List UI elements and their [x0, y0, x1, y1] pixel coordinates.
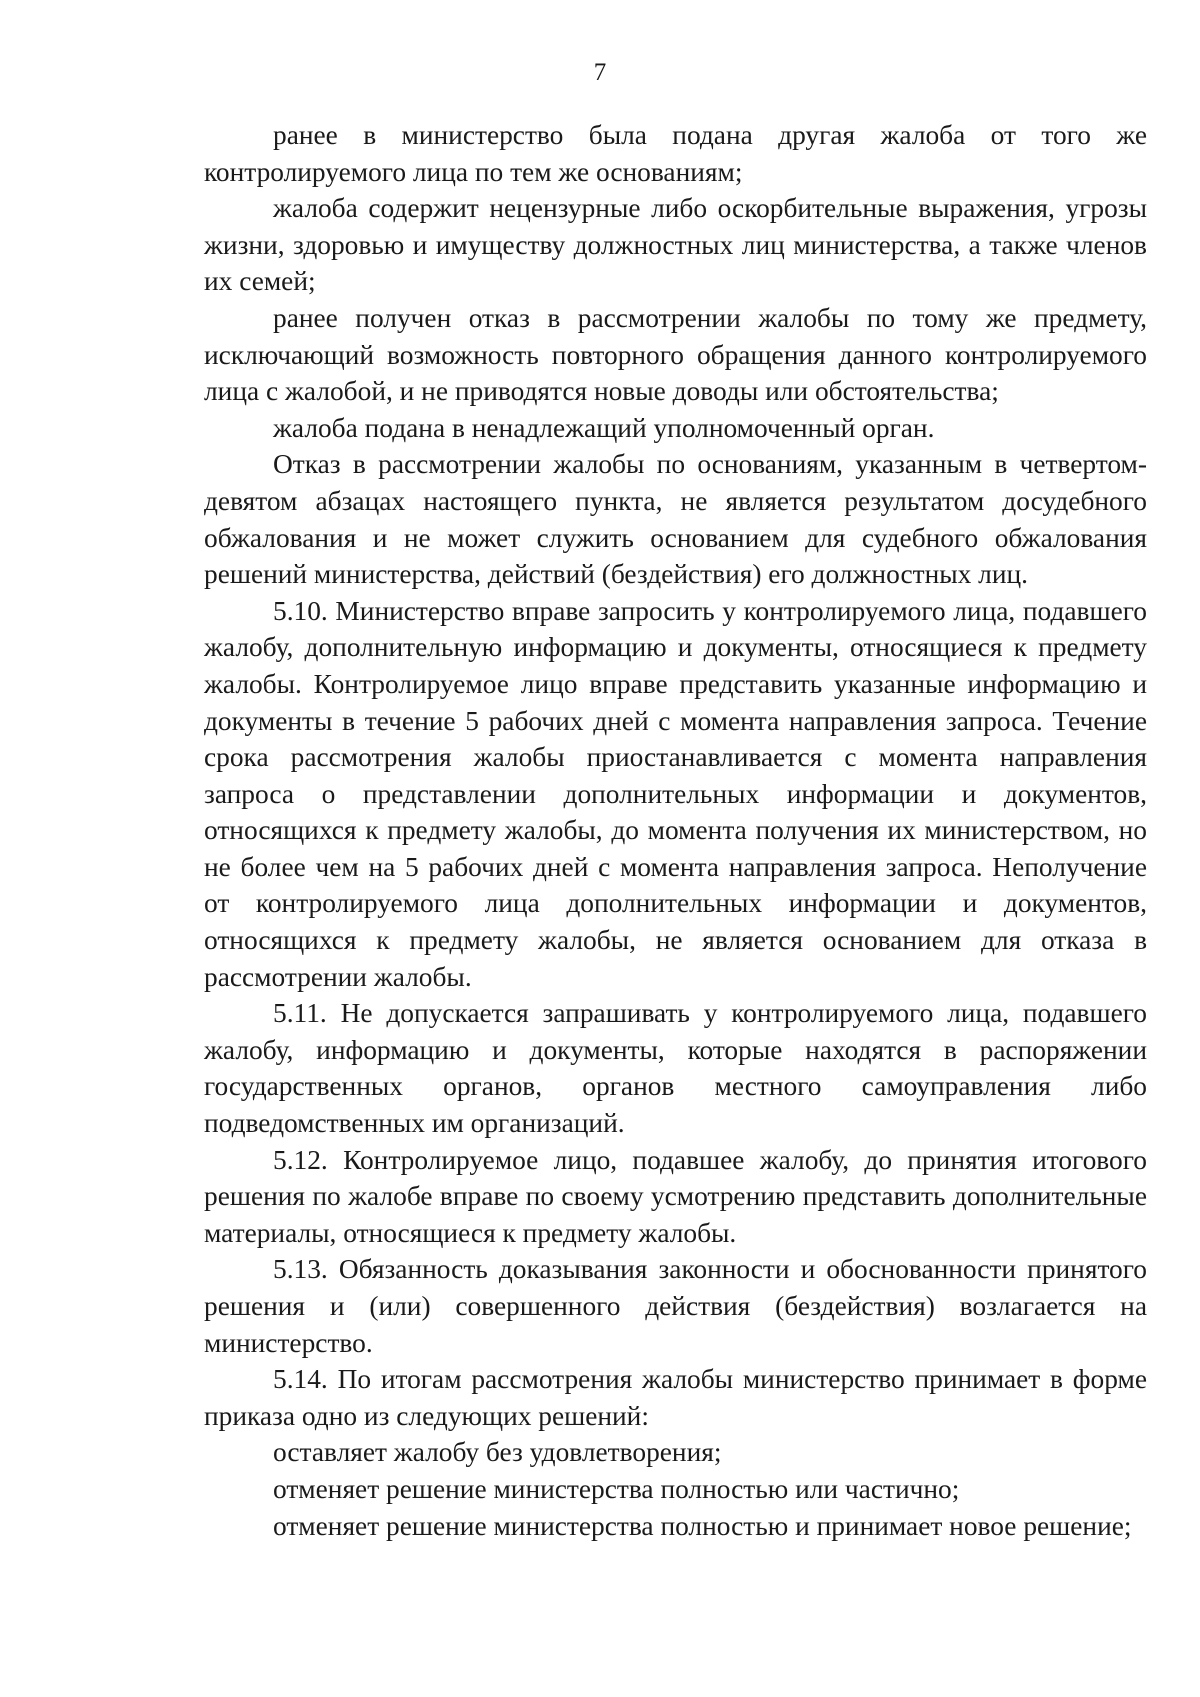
paragraph-clause-5-12: 5.12. Контролируемое лицо, подавшее жалобу, до принятия итогового решения по жалобе вправе по своему усмотрению представить дополнительные материалы, относящиеся к предмету жалобы. — [204, 1144, 1147, 1248]
paragraph-repeat-complaint: ранее в министерство была подана другая жалоба от того же контролируемого лица по тем же основаниям; — [204, 120, 1147, 187]
list-item-decision-cancel: отменяет решение министерства полностью или частично; — [273, 1473, 960, 1504]
paragraph-clause-5-10: 5.10. Министерство вправе запросить у контролируемого лица, подавшего жалобу, дополнительную информацию и документы, относящиеся к предмету жалобы. Контролируемое лицо вправе представить указанные информацию и документы в течение 5 рабочих дней с момента направления запроса. Течение срока рассмотрения жалобы приостанавливается с момента направления запроса о представлении дополнительных информации и документов, относящихся к предмету жалобы, до момента получения их министерством, но не более чем на 5 рабочих дней с момента направления запроса. Неполучение от контролируемого лица дополнительных информации и документов, относящихся к предмету жалобы, не является основанием для отказа в рассмотрении жалобы. — [204, 595, 1147, 992]
paragraph-prior-refusal: ранее получен отказ в рассмотрении жалобы по тому же предмету, исключающий возможность повторного обращения данного контролируемого лица с жалобой, и не приводятся новые доводы или обстоятельства; — [204, 302, 1147, 407]
document-body — [204, 117, 1147, 1544]
paragraph-refusal-effect: Отказ в рассмотрении жалобы по основаниям, указанным в четвертом-девятом абзацах настоящего пункта, не является результатом досудебного обжалования и не может служить основанием для судебного обжалования решений министерства, действий (бездействия) его должностных лиц. — [204, 449, 1147, 590]
paragraph-clause-5-11: 5.11. Не допускается запрашивать у контролируемого лица, подавшего жалобу, информацию и документы, которые находятся в распоряжении государственных органов, органов местного самоуправления либо подведомственных им организаций. — [204, 998, 1147, 1139]
paragraph-offensive-content: жалоба содержит нецензурные либо оскорбительные выражения, угрозы жизни, здоровью и имуществу должностных лиц министерства, а также членов их семей; — [204, 193, 1147, 297]
paragraph-wrong-authority: жалоба подана в ненадлежащий уполномоченный орган. — [273, 412, 935, 443]
paragraph-clause-5-13: 5.13. Обязанность доказывания законности и обоснованности принятого решения и (или) совершенного действия (бездействия) возлагается на министерство. — [204, 1254, 1147, 1358]
list-item-decision-leave: оставляет жалобу без удовлетворения; — [273, 1437, 722, 1468]
paragraph-clause-5-14: 5.14. По итогам рассмотрения жалобы министерство принимает в форме приказа одно из следующих решений: — [204, 1364, 1147, 1431]
list-item-decision-cancel-new: отменяет решение министерства полностью и принимает новое решение; — [273, 1510, 1132, 1541]
page-number: 7 — [593, 59, 607, 86]
